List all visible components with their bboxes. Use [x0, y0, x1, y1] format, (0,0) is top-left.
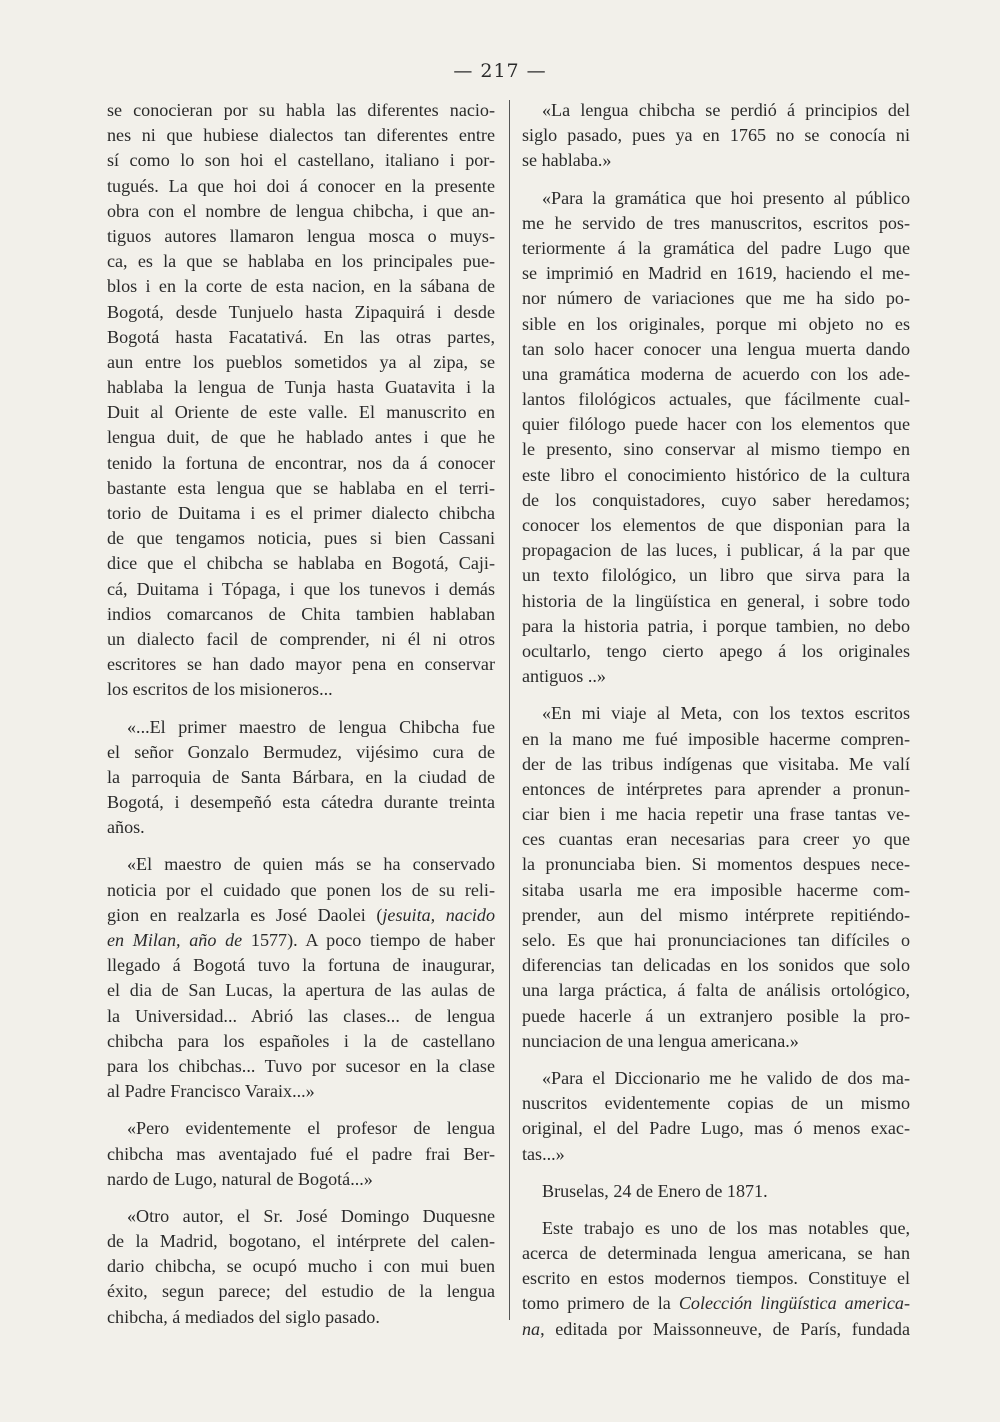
- text-line: siglo pasado, pues ya en 1765 no se conocía ni: [522, 125, 910, 146]
- text-line: se hablaba.»: [522, 150, 612, 171]
- left-column: [107, 98, 495, 1330]
- text-line: éxito, segun parece; del estudio de la lengua: [107, 1281, 495, 1302]
- text-line: la Universidad... Abrió las clases... de lengua: [107, 1005, 495, 1026]
- text-line: torio de Duitama i es el primer dialecto chibcha: [107, 503, 495, 523]
- text-line: Bogotá, desde Tunjuelo hasta Zipaquirá i desde: [107, 301, 495, 322]
- text-line: noticia por el cuidado que ponen los de su reli-: [107, 879, 495, 900]
- text-line: cá, Duitama i Tópaga, i que los tunevos i demás: [107, 578, 495, 599]
- text-line: acerca de determinada lengua americana, se han: [522, 1243, 910, 1264]
- text-line: le presento, sino conservar al mismo tiempo en: [522, 439, 910, 460]
- text-line: ciar bien i me hacia repetir una frase tantas ve-: [522, 804, 910, 825]
- text-line: este libro el conocimiento histórico de la cultura: [522, 464, 910, 485]
- text-line: «La lengua chibcha se perdió á principios del: [542, 100, 910, 120]
- text-line: Bogotá, i desempeñó esta cátedra durante treinta: [107, 792, 495, 813]
- text-line: «Para el Diccionario me he valido de dos ma-: [542, 1067, 910, 1088]
- text-line: de que tengamos noticia, pues si bien Cassani: [107, 528, 495, 549]
- text-line: chibcha para los españoles i la de castellano: [107, 1030, 495, 1051]
- text-line: indios comarcanos de Chita tambien hablaban: [107, 603, 495, 624]
- text-line: tenido la fortuna de encontrar, nos da á conocer: [107, 452, 495, 473]
- text-line: [522, 1317, 910, 1342]
- text-line: Duit al Oriente de este valle. El manuscrito en: [107, 402, 495, 423]
- text-line: obra con el nombre de lengua chibcha, i que an-: [107, 200, 495, 221]
- page-number: — 217 —: [453, 60, 547, 82]
- text-line: la pronunciaba bien. Si momentos despues nece-: [522, 854, 910, 875]
- text-segment: tomo primero de la: [522, 1293, 679, 1314]
- text-line: «Pero evidentemente el profesor de lengua: [127, 1118, 495, 1139]
- italic-segment: na: [522, 1318, 541, 1339]
- text-line: [107, 903, 495, 928]
- text-line: entonces de intérpretes para aprender a pronun-: [522, 778, 910, 799]
- text-line: en la mano me fué imposible hacerme compren-: [522, 728, 910, 749]
- text-line: para la historia patria, i porque tambien, no debo: [522, 615, 910, 636]
- text-line: chibcha mas aventajado fué el padre frai Ber-: [107, 1143, 495, 1164]
- text-line: una gramática moderna de acuerdo con los ade-: [522, 363, 910, 384]
- text-line: sí como lo son hoi el castellano, italiano i por-: [107, 150, 495, 171]
- column-divider: [509, 100, 510, 1320]
- text-line: años.: [107, 817, 145, 838]
- text-line: nuscritos evidentemente copias de un mismo: [522, 1093, 910, 1114]
- right-column: [522, 98, 910, 1342]
- text-line: la parroquia de Santa Bárbara, en la ciudad de: [107, 766, 495, 787]
- text-line: dice que el chibcha se hablaba en Bogotá, Caji-: [107, 553, 495, 574]
- text-line: aun entre los pueblos sometidos ya al zipa, se: [107, 351, 495, 372]
- text-line: original, el del Padre Lugo, mas ó menos exac-: [522, 1118, 910, 1139]
- text-line: lantos filológicos actuales, que fácilmente cual-: [522, 389, 910, 410]
- text-line: conocer los elementos de que disponian para la: [522, 515, 910, 535]
- text-line: me he servido de tres manuscritos, escritos pos-: [522, 212, 910, 233]
- text-line: prender, aun del mismo intérprete repitiéndo-: [522, 904, 910, 925]
- text-line: se conocieran por su habla las diferentes nacio-: [107, 100, 495, 120]
- text-line: chibcha, á mediados del siglo pasado.: [107, 1306, 380, 1327]
- text-line: llegado á Bogotá tuvo la fortuna de inaugurar,: [107, 955, 495, 976]
- text-line: teriormente á la gramática del padre Lugo que: [522, 237, 910, 258]
- text-line: ocultarlo, tengo cierto apego á los originales: [522, 640, 910, 661]
- text-line: «...El primer maestro de lengua Chibcha fue: [127, 716, 495, 737]
- text-line: diferencias tan delicadas en los sonidos que solo: [522, 955, 910, 976]
- text-line: de la Madrid, bogotano, el intérprete del calen-: [107, 1231, 495, 1252]
- text-line: [107, 928, 495, 953]
- text-line: de los conquistadores, cuyo saber heredamos;: [522, 489, 910, 510]
- text-line: sitaba usarla me era imposible hacerme com-: [522, 879, 910, 900]
- text-segment: gion en realzarla es José Daolei (: [107, 904, 383, 925]
- text-line: una larga práctica, á falta de análisis ortológico,: [522, 980, 910, 1001]
- text-line: blos i en la corte de esta nacion, en la sábana de: [107, 276, 495, 297]
- text-line: tan solo hacer conocer una lengua muerta dando: [522, 338, 910, 359]
- text-segment: 1577). A poco tiempo de haber: [242, 930, 495, 950]
- italic-segment: jesuita, nacido: [382, 904, 495, 925]
- text-line: tugués. La que hoi doi á conocer en la presente: [107, 175, 495, 196]
- text-line: «El maestro de quien más se ha conservado: [127, 854, 495, 875]
- text-line: quier filólogo puede hacer con los elementos que: [522, 414, 910, 435]
- text-line: ca, es la que se hablaba en los principales pue-: [107, 251, 495, 272]
- text-line: un texto filológico, un libro que sirva para la: [522, 565, 910, 586]
- text-line: se imprimió en Madrid en 1619, haciendo el me-: [522, 263, 910, 284]
- text-line: escrito en estos modernos tiempos. Constituye el: [522, 1268, 910, 1289]
- text-line: hablaba la lengua de Tunja hasta Guatavita i la: [107, 377, 495, 398]
- text-line: el señor Gonzalo Bermudez, vijésimo cura de: [107, 741, 495, 762]
- text-line: nardo de Lugo, natural de Bogotá...»: [107, 1168, 373, 1189]
- text-line: Bogotá hasta Facatativá. En las otras partes,: [107, 326, 495, 347]
- text-line: bastante esta lengua que se hablaba en el terri-: [107, 477, 495, 498]
- text-line: los escritos de los misioneros...: [107, 679, 333, 700]
- text-line: «Otro autor, el Sr. José Domingo Duquesne: [127, 1205, 495, 1226]
- text-line: el dia de San Lucas, la apertura de las aulas de: [107, 980, 495, 1001]
- text-line: propagacion de las luces, i publicar, á la par que: [522, 540, 910, 561]
- text-line: escritores se han dado mayor pena en conservar: [107, 654, 495, 675]
- text-line: nor número de variaciones que me ha sido po-: [522, 288, 910, 309]
- text-line: para los chibchas... Tuvo por sucesor en la clase: [107, 1055, 495, 1076]
- text-line: nunciacion de una lengua americana.»: [522, 1030, 799, 1051]
- text-line: selo. Es que hai pronunciaciones tan difíciles o: [522, 930, 910, 950]
- text-line: Este trabajo es uno de los mas notables que,: [542, 1217, 910, 1238]
- text-line: tiguos autores llamaron lengua mosca o muys-: [107, 225, 495, 246]
- date-line: Bruselas, 24 de Enero de 1871.: [542, 1180, 768, 1201]
- text-line: ces cuantas eran necesarias para creer yo que: [522, 829, 910, 850]
- text-line: der de las tribus indígenas que visitaba. Me valí: [522, 753, 910, 774]
- text-line: lengua duit, de que he hablado antes i que he: [107, 427, 495, 448]
- text-line: «En mi viaje al Meta, con los textos escritos: [542, 703, 910, 724]
- text-line: antiguos ..»: [522, 666, 606, 687]
- text-line: dario chibcha, se ocupó mucho i con mui buen: [107, 1256, 495, 1277]
- text-segment: , editada por Maissonneuve, de París, fundada: [540, 1318, 910, 1339]
- text-line: al Padre Francisco Varaix...»: [107, 1081, 315, 1102]
- text-line: tas...»: [522, 1143, 565, 1164]
- text-line: [522, 1291, 910, 1316]
- italic-segment: Colección lingüística america-: [678, 1293, 910, 1314]
- text-line: «Para la gramática que hoi presento al público: [542, 187, 910, 208]
- italic-segment: en Milan, año de: [107, 930, 243, 950]
- text-line: puede hacerle á un extranjero posible la pro-: [522, 1005, 910, 1026]
- text-line: sible en los originales, porque mi objeto no es: [522, 313, 910, 334]
- text-line: nes ni que hubiese dialectos tan diferentes entre: [107, 125, 495, 146]
- text-line: historia de la lingüística en general, i sobre todo: [522, 590, 910, 611]
- text-line: un dialecto facil de comprender, ni él ni otros: [107, 628, 495, 649]
